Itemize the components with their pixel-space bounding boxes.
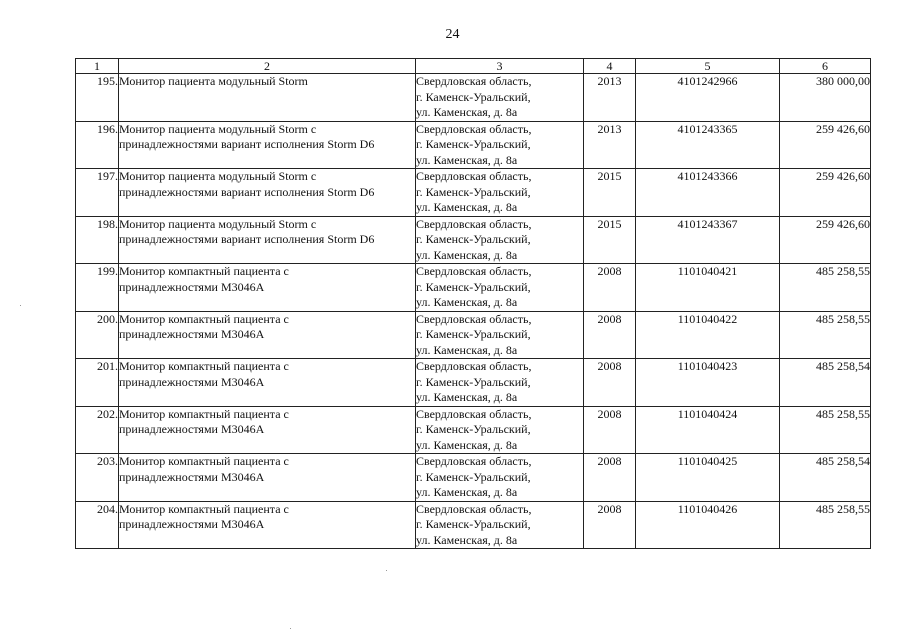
item-cost: 485 258,55 (780, 264, 871, 312)
inventory-number: 1101040424 (636, 406, 780, 454)
row-number: 203. (76, 454, 119, 502)
item-cost: 485 258,54 (780, 454, 871, 502)
item-year: 2013 (584, 121, 636, 169)
item-address (416, 264, 584, 312)
item-name-line: принадлежностями М3046А (119, 327, 265, 341)
column-header: 6 (780, 59, 871, 74)
item-name-line: Монитор пациента модульный Storm с (119, 216, 317, 231)
column-header: 5 (636, 59, 780, 74)
address-line: ул. Каменская, д. 8а (416, 200, 518, 214)
item-name (119, 501, 416, 549)
table-row (76, 501, 871, 549)
item-name (119, 169, 416, 217)
scan-speck (386, 570, 387, 571)
table-row (76, 454, 871, 502)
column-header: 2 (119, 59, 416, 74)
item-name (119, 359, 416, 407)
item-name-line: Монитор компактный пациента с (119, 264, 289, 278)
address-line: г. Каменск-Уральский, (416, 137, 531, 151)
inventory-number: 1101040421 (636, 264, 780, 312)
row-number: 200. (76, 311, 119, 359)
item-name-line: Монитор компактный пациента с (119, 406, 289, 421)
item-name-line: Монитор пациента модульный Storm с (119, 121, 317, 136)
table-row (76, 121, 871, 169)
item-name-line: принадлежностями вариант исполнения Storm D6 (119, 137, 375, 151)
table-row (76, 216, 871, 264)
scan-speck (20, 305, 21, 306)
address-line: Свердловская область, (416, 169, 532, 183)
address-line: г. Каменск-Уральский, (416, 184, 531, 199)
row-number: 202. (76, 406, 119, 454)
item-address (416, 359, 584, 407)
address-line: г. Каменск-Уральский, (416, 374, 531, 389)
item-name-line: принадлежностями М3046А (119, 422, 265, 436)
item-name (119, 121, 416, 169)
address-line: г. Каменск-Уральский, (416, 232, 531, 246)
table-row (76, 264, 871, 312)
item-name-line: принадлежностями М3046А (119, 469, 265, 484)
address-line: Свердловская область, (416, 121, 532, 136)
table-row (76, 311, 871, 359)
address-line: ул. Каменская, д. 8а (416, 437, 518, 452)
item-name (119, 264, 416, 312)
address-line: г. Каменск-Уральский, (416, 422, 531, 436)
address-line: ул. Каменская, д. 8а (416, 105, 518, 119)
inventory-number: 1101040422 (636, 311, 780, 359)
address-line: Свердловская область, (416, 264, 532, 278)
row-number: 199. (76, 264, 119, 312)
inventory-number: 4101242966 (636, 74, 780, 122)
table-row (76, 406, 871, 454)
item-year: 2015 (584, 169, 636, 217)
item-cost: 259 426,60 (780, 121, 871, 169)
item-address (416, 501, 584, 549)
item-name-line: Монитор компактный пациента с (119, 454, 289, 468)
item-name-line: принадлежностями вариант исполнения Storm D6 (119, 232, 375, 246)
inventory-number: 1101040426 (636, 501, 780, 549)
item-year: 2008 (584, 264, 636, 312)
item-year: 2008 (584, 359, 636, 407)
address-line: г. Каменск-Уральский, (416, 89, 531, 104)
item-address (416, 406, 584, 454)
item-cost: 485 258,55 (780, 311, 871, 359)
inventory-number: 1101040423 (636, 359, 780, 407)
address-line: ул. Каменская, д. 8а (416, 152, 518, 167)
address-line: ул. Каменская, д. 8а (416, 532, 518, 547)
item-name-line: Монитор пациента модульный Storm с (119, 169, 317, 183)
item-address (416, 311, 584, 359)
item-year: 2008 (584, 311, 636, 359)
item-address (416, 121, 584, 169)
item-name-line: принадлежностями М3046А (119, 374, 265, 389)
address-line: ул. Каменская, д. 8а (416, 485, 518, 499)
item-address (416, 216, 584, 264)
address-line: г. Каменск-Уральский, (416, 279, 531, 294)
address-line: Свердловская область, (416, 501, 532, 516)
scan-speck (290, 628, 291, 629)
table-row (76, 74, 871, 122)
address-line: Свердловская область, (416, 359, 532, 373)
item-year: 2013 (584, 74, 636, 122)
address-line: Свердловская область, (416, 406, 532, 421)
column-header: 3 (416, 59, 584, 74)
inventory-number: 1101040425 (636, 454, 780, 502)
row-number: 201. (76, 359, 119, 407)
address-line: ул. Каменская, д. 8а (416, 295, 518, 309)
item-cost: 259 426,60 (780, 169, 871, 217)
item-address (416, 169, 584, 217)
item-name (119, 311, 416, 359)
item-name-line: принадлежностями М3046А (119, 279, 265, 294)
item-cost: 380 000,00 (780, 74, 871, 122)
address-line: г. Каменск-Уральский, (416, 327, 531, 341)
item-name-line: Монитор пациента модульный Storm (119, 74, 308, 88)
address-line: Свердловская область, (416, 74, 532, 88)
item-year: 2008 (584, 406, 636, 454)
inventory-number: 4101243366 (636, 169, 780, 217)
address-line: Свердловская область, (416, 311, 532, 326)
address-line: Свердловская область, (416, 454, 532, 468)
item-name (119, 406, 416, 454)
item-name (119, 216, 416, 264)
item-year: 2008 (584, 501, 636, 549)
item-name (119, 74, 416, 122)
address-line: ул. Каменская, д. 8а (416, 390, 518, 404)
address-line: Свердловская область, (416, 216, 532, 231)
page-number: 24 (445, 27, 460, 42)
address-line: ул. Каменская, д. 8а (416, 342, 518, 357)
column-header: 4 (584, 59, 636, 74)
item-year: 2015 (584, 216, 636, 264)
table-row (76, 169, 871, 217)
item-name-line: Монитор компактный пациента с (119, 311, 289, 326)
row-number: 197. (76, 169, 119, 217)
item-name-line: Монитор компактный пациента с (119, 359, 289, 373)
row-number: 196. (76, 121, 119, 169)
item-address (416, 74, 584, 122)
address-line: ул. Каменская, д. 8а (416, 247, 518, 262)
item-year: 2008 (584, 454, 636, 502)
row-number: 204. (76, 501, 119, 549)
item-name-line: принадлежностями М3046А (119, 517, 265, 531)
item-cost: 485 258,54 (780, 359, 871, 407)
inventory-number: 4101243367 (636, 216, 780, 264)
column-header: 1 (76, 59, 119, 74)
table-header-row (76, 59, 871, 74)
item-name-line: Монитор компактный пациента с (119, 501, 289, 516)
table-row (76, 359, 871, 407)
address-line: г. Каменск-Уральский, (416, 517, 531, 531)
item-address (416, 454, 584, 502)
item-cost: 485 258,55 (780, 406, 871, 454)
property-table (75, 58, 871, 549)
inventory-number: 4101243365 (636, 121, 780, 169)
row-number: 195. (76, 74, 119, 122)
item-cost: 485 258,55 (780, 501, 871, 549)
row-number: 198. (76, 216, 119, 264)
item-cost: 259 426,60 (780, 216, 871, 264)
item-name (119, 454, 416, 502)
address-line: г. Каменск-Уральский, (416, 469, 531, 484)
item-name-line: принадлежностями вариант исполнения Storm D6 (119, 184, 375, 199)
